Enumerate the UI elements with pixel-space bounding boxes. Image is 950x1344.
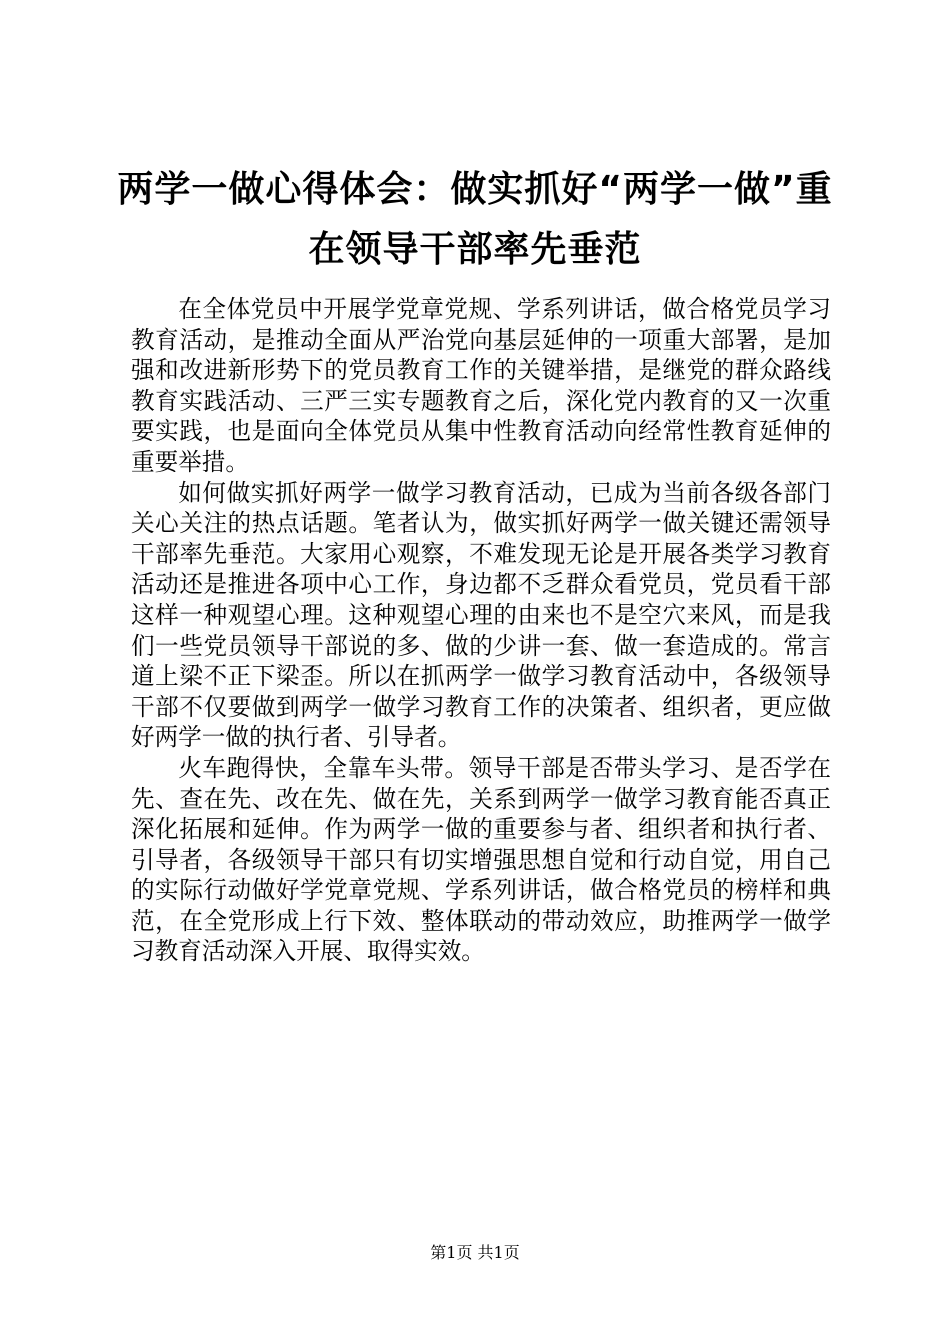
document-body bbox=[131, 294, 831, 967]
page-footer: 第1页 共1页 bbox=[430, 1243, 520, 1262]
title-line-2: 在领导干部率先垂范 bbox=[308, 229, 642, 270]
title-line-1: 两学一做心得体会：做实抓好“两学一做”重 bbox=[117, 169, 833, 210]
paragraph-1: 在全体党员中开展学党章党规、学系列讲话，做合格党员学习教育活动，是推动全面从严治党向基层延伸的一项重大部署，是加强和改进新形势下的党员教育工作的关键举措，是继党的群众路线教育实践活动、三严三实专题教育之后，深化党内教育的又一次重要实践，也是面向全体党员从集中性教育活动向经常性教育延伸的重要举措。 bbox=[131, 295, 831, 476]
paragraph-3: 火车跑得快，全靠车头带。领导干部是否带头学习、是否学在先、查在先、改在先、做在先，关系到两学一做学习教育能否真正深化拓展和延伸。作为两学一做的重要参与者、组织者和执行者、引导者，各级领导干部只有切实增强思想自觉和行动自觉，用自己的实际行动做好学党章党规、学系列讲话，做合格党员的榜样和典范，在全党形成上行下效、整体联动的带动效应，助推两学一做学习教育活动深入开展、取得实效。 bbox=[131, 753, 831, 966]
document-title bbox=[100, 160, 850, 280]
paragraph-2: 如何做实抓好两学一做学习教育活动，已成为当前各级各部门关心关注的热点话题。笔者认为，做实抓好两学一做关键还需领导干部率先垂范。大家用心观察，不难发现无论是开展各类学习教育活动还是推进各项中心工作，身边都不乏群众看党员，党员看干部这样一种观望心理。这种观望心理的由来也不是空穴来风，而是我们一些党员领导干部说的多、做的少讲一套、做一套造成的。常言道上梁不正下梁歪。所以在抓两学一做学习教育活动中，各级领导干部不仅要做到两学一做学习教育工作的决策者、组织者，更应做好两学一做的执行者、引导者。 bbox=[131, 478, 831, 752]
